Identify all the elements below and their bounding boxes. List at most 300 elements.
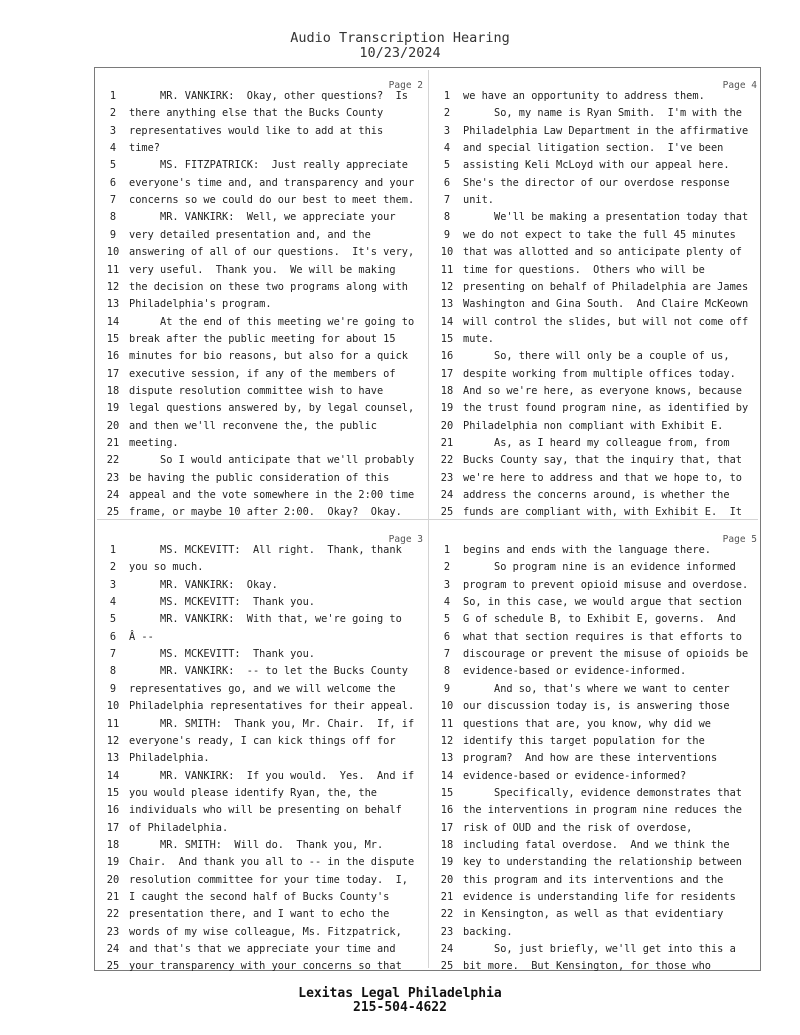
line-number: 20 [440, 419, 454, 432]
transcript-line [431, 681, 765, 698]
line-text: MR. VANKIRK: With that, we're going to [129, 613, 402, 626]
line-number: 25 [440, 960, 454, 973]
line-number: 16 [106, 804, 120, 817]
line-number: 12 [440, 280, 454, 293]
transcript-line [97, 872, 431, 889]
transcript-line [431, 854, 765, 871]
line-text: I caught the second half of Bucks County's [129, 891, 390, 903]
line-number: 8 [109, 665, 117, 678]
line-text: And so, that's where we want to center [463, 682, 730, 695]
line-text: there anything else that the Bucks County [129, 107, 384, 120]
line-text: MS. FITZPATRICK: Just really appreciate [129, 159, 408, 172]
line-text: assisting Keli McLoyd with our appeal here. [463, 159, 730, 172]
line-number: 2 [109, 561, 117, 574]
transcript-line [97, 366, 431, 383]
line-text: frame, or maybe 10 after 2:00. Okay? Okay. [129, 506, 402, 519]
line-text: funds are compliant with, with Exhibit E. It [463, 506, 742, 519]
line-number: 10 [106, 700, 120, 713]
line-text: very useful. Thank you. We will be making [129, 263, 396, 276]
line-text: representatives go, and we will welcome the [129, 682, 396, 695]
line-number: 15 [440, 332, 454, 345]
transcript-line [97, 594, 431, 611]
line-number: 23 [106, 471, 120, 484]
transcript-line [431, 646, 765, 663]
line-text: Philadelphia Law Department in the affirmative [463, 124, 749, 137]
line-number: 24 [106, 943, 120, 956]
line-number: 19 [106, 402, 120, 415]
line-text: everyone's ready, I can kick things off for [129, 734, 396, 747]
line-text: we're here to address and that we hope to, to [463, 471, 742, 484]
line-number: 5 [109, 613, 117, 626]
transcript-line [97, 105, 431, 122]
transcript-line [97, 733, 431, 750]
line-text: backing. [463, 925, 513, 938]
line-number: 14 [106, 315, 120, 328]
line-text: bit more. But Kensington, for those who [463, 960, 711, 973]
transcript-line [97, 331, 431, 348]
line-text: our discussion today is, is answering those [463, 700, 730, 713]
transcript-line [97, 802, 431, 819]
line-text: you so much. [129, 561, 204, 574]
line-number: 16 [440, 350, 454, 363]
line-number: 22 [440, 454, 454, 467]
transcript-line [431, 958, 765, 975]
line-number: 10 [440, 700, 454, 713]
line-number: 25 [106, 506, 120, 519]
transcript-line [97, 175, 431, 192]
line-number: 22 [106, 908, 120, 921]
line-number: 5 [109, 159, 117, 172]
page-number: Page 3 [388, 534, 423, 545]
line-number: 18 [440, 384, 454, 397]
transcript-line [97, 123, 431, 140]
line-number: 7 [109, 648, 117, 661]
transcript-line [431, 435, 765, 452]
line-text: representatives would like to add at this [129, 124, 384, 137]
line-number: 15 [106, 332, 120, 345]
line-number: 21 [106, 437, 120, 449]
transcript-line [97, 140, 431, 157]
transcript-line [431, 400, 765, 417]
line-number: 21 [440, 437, 454, 449]
line-text: that was allotted and so anticipate plenty of [463, 246, 742, 259]
line-number: 1 [109, 544, 117, 556]
line-text: evidence-based or evidence-informed? [463, 769, 687, 782]
transcript-line [431, 698, 765, 715]
line-text: in Kensington, as well as that evidentiary [463, 908, 724, 921]
line-number: 5 [443, 159, 451, 172]
transcript-line [97, 192, 431, 209]
transcript-line [431, 768, 765, 785]
line-text: and then we'll reconvene the, the public [129, 419, 377, 432]
transcript-line [97, 452, 431, 469]
line-text: concerns so we could do our best to meet them. [129, 194, 415, 207]
line-number: 7 [443, 194, 451, 207]
line-number: 10 [440, 246, 454, 259]
line-text: MS. MCKEVITT: Thank you. [129, 648, 315, 661]
line-text: everyone's time and, and transparency and your [129, 176, 415, 189]
transcript-line [97, 296, 431, 313]
transcript-line [431, 314, 765, 331]
line-number: 14 [106, 769, 120, 782]
transcript-line [431, 906, 765, 923]
transcript-line [97, 314, 431, 331]
line-text: presenting on behalf of Philadelphia are James [463, 280, 749, 293]
line-text: despite working from multiple offices today. [463, 367, 736, 380]
line-text: discourage or prevent the misuse of opioids be [463, 648, 749, 661]
line-text: Specifically, evidence demonstrates that [463, 786, 742, 799]
line-number: 16 [106, 350, 120, 363]
line-number: 5 [443, 613, 451, 626]
transcript-line [97, 663, 431, 680]
transcript-line [97, 924, 431, 941]
line-text: key to understanding the relationship between [463, 856, 742, 869]
line-number: 6 [109, 630, 117, 643]
transcript-line [431, 470, 765, 487]
line-number: 24 [440, 943, 454, 956]
line-text: So program nine is an evidence informed [463, 561, 736, 574]
transcript-line [431, 504, 765, 521]
line-text: you would please identify Ryan, the, the [129, 786, 377, 799]
footer-phone: 215-504-4622 [353, 1000, 447, 1015]
line-number: 23 [440, 925, 454, 938]
transcript-line [431, 175, 765, 192]
line-number: 11 [440, 717, 454, 730]
transcript-line [97, 435, 431, 452]
line-text: presentation there, and I want to echo the [129, 908, 390, 921]
transcript-line [431, 611, 765, 628]
transcript-line [431, 279, 765, 296]
line-number: 6 [443, 176, 451, 189]
line-text: answering of all of our questions. It's very, [129, 246, 415, 259]
line-text: risk of OUD and the risk of overdose, [463, 821, 693, 834]
transcript-line [431, 88, 765, 105]
line-number: 18 [106, 838, 120, 851]
transcript-line [97, 88, 431, 105]
line-text: appeal and the vote somewhere in the 2:00 time [129, 489, 415, 502]
transcript-line [431, 889, 765, 906]
transcript-line [97, 542, 431, 559]
line-number: 8 [109, 211, 117, 224]
line-number: 12 [440, 734, 454, 747]
line-text: the trust found program nine, as identified by [463, 402, 749, 415]
transcript-line [97, 889, 431, 906]
line-number: 1 [443, 90, 451, 102]
line-number: 25 [106, 960, 120, 973]
transcript-line [97, 716, 431, 733]
document-footer [0, 987, 800, 1015]
transcript-line [431, 452, 765, 469]
line-number: 14 [440, 315, 454, 328]
line-text: and special litigation section. I've been [463, 142, 724, 155]
transcript-date: 10/23/2024 [359, 45, 441, 61]
line-number: 2 [109, 107, 117, 120]
transcript-line [431, 209, 765, 226]
line-text: the interventions in program nine reduces the [463, 804, 742, 817]
transcript-line [97, 646, 431, 663]
transcript-line [97, 941, 431, 958]
transcript-line [431, 663, 765, 680]
line-number: 11 [106, 263, 120, 276]
line-number: 18 [106, 384, 120, 397]
line-text: MR. SMITH: Thank you, Mr. Chair. If, if [129, 717, 415, 730]
line-number: 7 [109, 194, 117, 207]
transcript-line [431, 594, 765, 611]
line-number: 9 [443, 682, 451, 695]
transcript-line [97, 854, 431, 871]
line-text: begins and ends with the language there. [463, 544, 711, 556]
line-number: 13 [440, 298, 454, 311]
line-text: And so we're here, as everyone knows, because [463, 384, 742, 397]
transcript-line [431, 559, 765, 576]
line-text: As, as I heard my colleague from, from [463, 437, 730, 449]
line-number: 17 [106, 367, 120, 380]
line-text: questions that are, you know, why did we [463, 717, 711, 730]
line-text: words of my wise colleague, Ms. Fitzpatrick, [129, 925, 402, 938]
transcript-line [97, 785, 431, 802]
line-text: and that's that we appreciate your time and [129, 943, 396, 956]
line-number: 13 [440, 752, 454, 765]
line-text: the decision on these two programs along with [129, 280, 408, 293]
line-text: legal questions answered by, by legal counsel, [129, 402, 415, 415]
line-text: program to prevent opioid misuse and overdose. [463, 578, 749, 591]
transcript-line [97, 559, 431, 576]
line-number: 12 [106, 734, 120, 747]
transcript-line [431, 802, 765, 819]
line-text: MR. VANKIRK: -- to let the Bucks County [129, 665, 408, 678]
line-text: Bucks County say, that the inquiry that, that [463, 454, 742, 467]
line-number: 15 [440, 786, 454, 799]
line-number: 4 [443, 142, 451, 155]
page-number: Page 4 [722, 80, 757, 91]
line-text: MR. VANKIRK: Well, we appreciate your [129, 211, 396, 224]
line-number: 15 [106, 786, 120, 799]
line-number: 20 [106, 419, 120, 432]
line-number: 9 [109, 682, 117, 695]
line-text: So, there will only be a couple of us, [463, 350, 730, 363]
transcript-line [431, 924, 765, 941]
line-number: 6 [109, 176, 117, 189]
line-number: 9 [443, 228, 451, 241]
line-number: 24 [440, 489, 454, 502]
transcript-line [431, 542, 765, 559]
line-text: of Philadelphia. [129, 821, 229, 834]
line-text: Â -- [129, 630, 154, 643]
line-text: She's the director of our overdose response [463, 176, 730, 189]
line-number: 3 [443, 124, 451, 137]
line-number: 22 [440, 908, 454, 921]
transcript-line [431, 157, 765, 174]
transcript-line [431, 140, 765, 157]
line-number: 12 [106, 280, 120, 293]
line-number: 3 [443, 578, 451, 591]
line-number: 2 [443, 107, 451, 120]
line-number: 19 [440, 402, 454, 415]
document-header [0, 31, 800, 61]
line-text: break after the public meeting for about 15 [129, 332, 396, 345]
line-text: Philadelphia. [129, 752, 210, 765]
transcript-line [97, 470, 431, 487]
line-text: Philadelphia representatives for their appeal. [129, 700, 415, 713]
line-text: evidence is understanding life for residents [463, 891, 736, 903]
line-number: 14 [440, 769, 454, 782]
transcript-line [97, 611, 431, 628]
transcript-line [431, 296, 765, 313]
line-number: 8 [443, 665, 451, 678]
page-number: Page 2 [388, 80, 423, 91]
line-text: MR. VANKIRK: Okay, other questions? Is [129, 90, 408, 102]
line-number: 20 [106, 873, 120, 886]
line-text: address the concerns around, is whether the [463, 489, 730, 502]
transcript-line [97, 504, 431, 521]
line-text: very detailed presentation and, and the [129, 228, 371, 241]
line-number: 9 [109, 228, 117, 241]
transcript-line [431, 820, 765, 837]
line-text: At the end of this meeting we're going to [129, 315, 415, 328]
line-text: Chair. And thank you all to -- in the dispute [129, 856, 415, 869]
line-number: 20 [440, 873, 454, 886]
transcript-line [97, 820, 431, 837]
transcript-line [431, 577, 765, 594]
line-text: including fatal overdose. And we think the [463, 838, 730, 851]
line-number: 19 [106, 856, 120, 869]
line-number: 21 [106, 891, 120, 903]
line-number: 17 [440, 367, 454, 380]
line-number: 3 [109, 578, 117, 591]
line-number: 18 [440, 838, 454, 851]
line-text: minutes for bio reasons, but also for a quick [129, 350, 408, 363]
transcript-line [431, 366, 765, 383]
transcript-line [97, 418, 431, 435]
line-text: So, in this case, we would argue that section [463, 596, 742, 609]
line-number: 4 [109, 142, 117, 155]
line-number: 19 [440, 856, 454, 869]
transcript-line [97, 227, 431, 244]
line-text: Philadelphia non compliant with Exhibit E. [463, 419, 724, 432]
transcript-line [431, 331, 765, 348]
line-text: identify this target population for the [463, 734, 705, 747]
footer-company: Lexitas Legal Philadelphia [298, 986, 502, 1001]
line-text: So I would anticipate that we'll probably [129, 454, 415, 467]
line-text: So, my name is Ryan Smith. I'm with the [463, 107, 742, 120]
line-text: resolution committee for your time today. I, [129, 873, 408, 886]
line-number: 7 [443, 648, 451, 661]
transcript-line [97, 681, 431, 698]
line-number: 24 [106, 489, 120, 502]
transcript-line [431, 837, 765, 854]
transcript-line [431, 262, 765, 279]
line-text: MR. VANKIRK: Okay. [129, 578, 278, 591]
transcript-line [97, 837, 431, 854]
transcript-line [431, 750, 765, 767]
transcript-line [431, 123, 765, 140]
line-number: 4 [443, 596, 451, 609]
line-number: 4 [109, 596, 117, 609]
transcript-line [97, 750, 431, 767]
transcript-line [97, 768, 431, 785]
transcript-line [97, 487, 431, 504]
transcript-line [431, 105, 765, 122]
line-text: Washington and Gina South. And Claire McKeown [463, 298, 749, 311]
line-number: 23 [106, 925, 120, 938]
transcript-line [97, 157, 431, 174]
line-number: 13 [106, 752, 120, 765]
line-text: MS. MCKEVITT: All right. Thank, thank [129, 544, 402, 556]
line-number: 1 [443, 544, 451, 556]
transcript-line [97, 262, 431, 279]
transcript-line [431, 227, 765, 244]
line-number: 8 [443, 211, 451, 224]
transcript-line [97, 629, 431, 646]
line-number: 25 [440, 506, 454, 519]
transcript-line [431, 244, 765, 261]
line-text: we do not expect to take the full 45 minutes [463, 228, 736, 241]
line-number: 21 [440, 891, 454, 903]
transcript-line [431, 487, 765, 504]
line-text: G of schedule B, to Exhibit E, governs. And [463, 613, 736, 626]
line-text: be having the public consideration of this [129, 471, 390, 484]
line-text: dispute resolution committee wish to have [129, 384, 384, 397]
transcript-line [431, 785, 765, 802]
page-number: Page 5 [722, 534, 757, 545]
transcript-line [97, 383, 431, 400]
transcript-line [97, 577, 431, 594]
line-number: 16 [440, 804, 454, 817]
line-text: mute. [463, 332, 494, 345]
transcript-line [97, 400, 431, 417]
transcript-line [97, 698, 431, 715]
transcript-line [97, 958, 431, 975]
line-number: 17 [106, 821, 120, 834]
line-number: 22 [106, 454, 120, 467]
line-text: So, just briefly, we'll get into this a [463, 943, 736, 956]
transcript-line [431, 629, 765, 646]
line-number: 23 [440, 471, 454, 484]
line-text: this program and its interventions and the [463, 873, 724, 886]
line-text: we have an opportunity to address them. [463, 90, 705, 102]
line-text: evidence-based or evidence-informed. [463, 665, 687, 678]
line-text: time? [129, 142, 160, 155]
transcript-line [431, 733, 765, 750]
transcript-line [431, 716, 765, 733]
transcript-line [431, 872, 765, 889]
transcript-line [431, 383, 765, 400]
line-text: MR. SMITH: Will do. Thank you, Mr. [129, 838, 384, 851]
transcript-line [97, 244, 431, 261]
line-number: 11 [440, 263, 454, 276]
line-text: your transparency with your concerns so that [129, 960, 402, 973]
line-number: 17 [440, 821, 454, 834]
line-text: meeting. [129, 437, 179, 449]
line-text: unit. [463, 194, 494, 207]
transcript-title: Audio Transcription Hearing [290, 30, 510, 46]
line-number: 11 [106, 717, 120, 730]
line-text: individuals who will be presenting on behalf [129, 804, 402, 817]
line-number: 10 [106, 246, 120, 259]
transcript-line [431, 348, 765, 365]
line-number: 13 [106, 298, 120, 311]
transcript-line [431, 941, 765, 958]
transcript-line [97, 348, 431, 365]
line-number: 6 [443, 630, 451, 643]
line-text: what that section requires is that efforts to [463, 630, 742, 643]
transcript-line [431, 418, 765, 435]
line-text: Philadelphia's program. [129, 298, 272, 311]
transcript-line [97, 279, 431, 296]
line-number: 1 [109, 90, 117, 102]
transcript-line [431, 192, 765, 209]
transcript-line [97, 209, 431, 226]
